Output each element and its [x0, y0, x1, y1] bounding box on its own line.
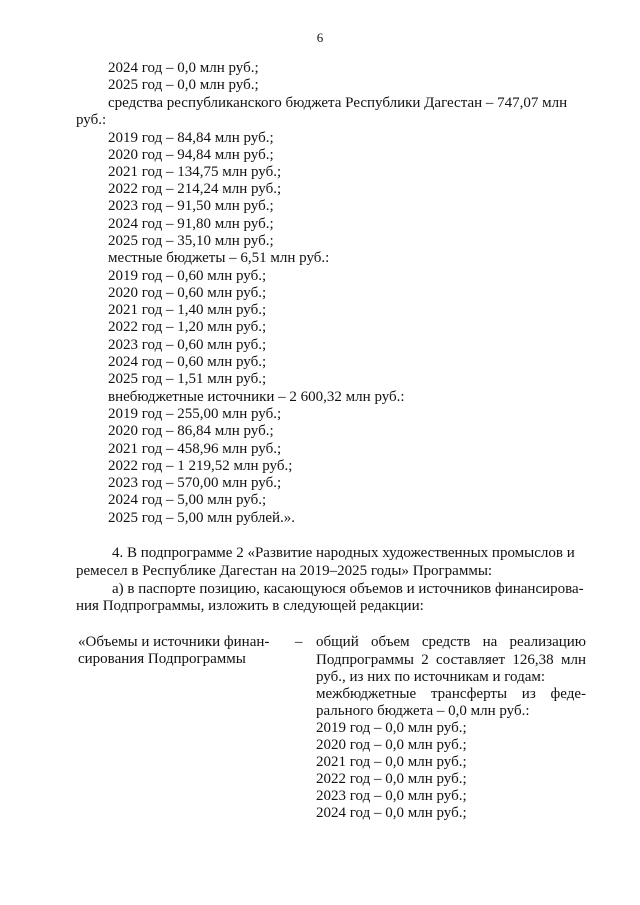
- list-item: 2021 год – 0,0 млн руб.;: [316, 754, 467, 770]
- list-item: 2024 год – 0,0 млн руб.;: [316, 805, 467, 821]
- republic-budget-heading: средства республиканского бюджета Республики Дагестан – 747,07 млн: [108, 95, 568, 111]
- list-item: 2025 год – 1,51 млн руб.;: [108, 371, 267, 387]
- list-item: 2022 год – 1,20 млн руб.;: [108, 319, 267, 335]
- list-item: 2024 год – 91,80 млн руб.;: [108, 216, 274, 232]
- list-item: 2023 год – 570,00 млн руб.;: [108, 475, 282, 491]
- list-item: 2021 год – 134,75 млн руб.;: [108, 164, 282, 180]
- local-budgets-heading: местные бюджеты – 6,51 млн руб.:: [108, 250, 330, 266]
- list-item: 2022 год – 0,0 млн руб.;: [316, 771, 467, 787]
- extra-budget-heading: внебюджетные источники – 2 600,32 млн руб.:: [108, 389, 405, 405]
- passport-text: Подпрограммы 2 составляет 126,38 млн: [316, 652, 586, 668]
- passport-dash: –: [295, 634, 303, 650]
- passport-text: общий объем средств на реализацию: [316, 634, 586, 650]
- list-item: 2022 год – 214,24 млн руб.;: [108, 181, 282, 197]
- list-item: 2021 год – 458,96 млн руб.;: [108, 441, 282, 457]
- list-item: 2025 год – 0,0 млн руб.;: [108, 77, 259, 93]
- list-item: 2024 год – 0,0 млн руб.;: [108, 60, 259, 76]
- passport-text: межбюджетные трансферты из феде-: [316, 686, 586, 702]
- list-item: 2019 год – 84,84 млн руб.;: [108, 130, 274, 146]
- passport-label-cont: сирования Подпрограммы: [78, 651, 246, 667]
- section-4-item-a-cont: ния Подпрограммы, изложить в следующей редакции:: [76, 598, 424, 614]
- page-number: 6: [316, 30, 324, 45]
- passport-label: «Объемы и источники финан-: [78, 634, 270, 650]
- list-item: 2024 год – 5,00 млн руб.;: [108, 492, 267, 508]
- section-4-item-a: а) в паспорте позицию, касающуюся объемов и источников финансирова-: [112, 581, 584, 597]
- republic-budget-heading-cont: руб.:: [76, 112, 107, 128]
- list-item: 2019 год – 0,60 млн руб.;: [108, 268, 267, 284]
- list-item: 2023 год – 91,50 млн руб.;: [108, 198, 274, 214]
- list-item: 2019 год – 255,00 млн руб.;: [108, 406, 282, 422]
- section-4-paragraph: 4. В подпрограмме 2 «Развитие народных художественных промыслов и: [112, 545, 575, 561]
- list-item: 2022 год – 1 219,52 млн руб.;: [108, 458, 293, 474]
- list-item: 2021 год – 1,40 млн руб.;: [108, 302, 267, 318]
- list-item: 2024 год – 0,60 млн руб.;: [108, 354, 267, 370]
- passport-text: рального бюджета – 0,0 млн руб.:: [316, 703, 530, 719]
- list-item: 2023 год – 0,60 млн руб.;: [108, 337, 267, 353]
- list-item: 2025 год – 35,10 млн руб.;: [108, 233, 274, 249]
- list-item: 2020 год – 86,84 млн руб.;: [108, 423, 274, 439]
- list-item: 2023 год – 0,0 млн руб.;: [316, 788, 467, 804]
- list-item: 2019 год – 0,0 млн руб.;: [316, 720, 467, 736]
- list-item: 2020 год – 0,60 млн руб.;: [108, 285, 267, 301]
- list-item: 2025 год – 5,00 млн рублей.».: [108, 510, 296, 526]
- section-4-paragraph-cont: ремесел в Республике Дагестан на 2019–2025 годы» Программы:: [76, 563, 493, 579]
- passport-text: руб., из них по источникам и годам:: [316, 669, 546, 685]
- list-item: 2020 год – 0,0 млн руб.;: [316, 737, 467, 753]
- list-item: 2020 год – 94,84 млн руб.;: [108, 147, 274, 163]
